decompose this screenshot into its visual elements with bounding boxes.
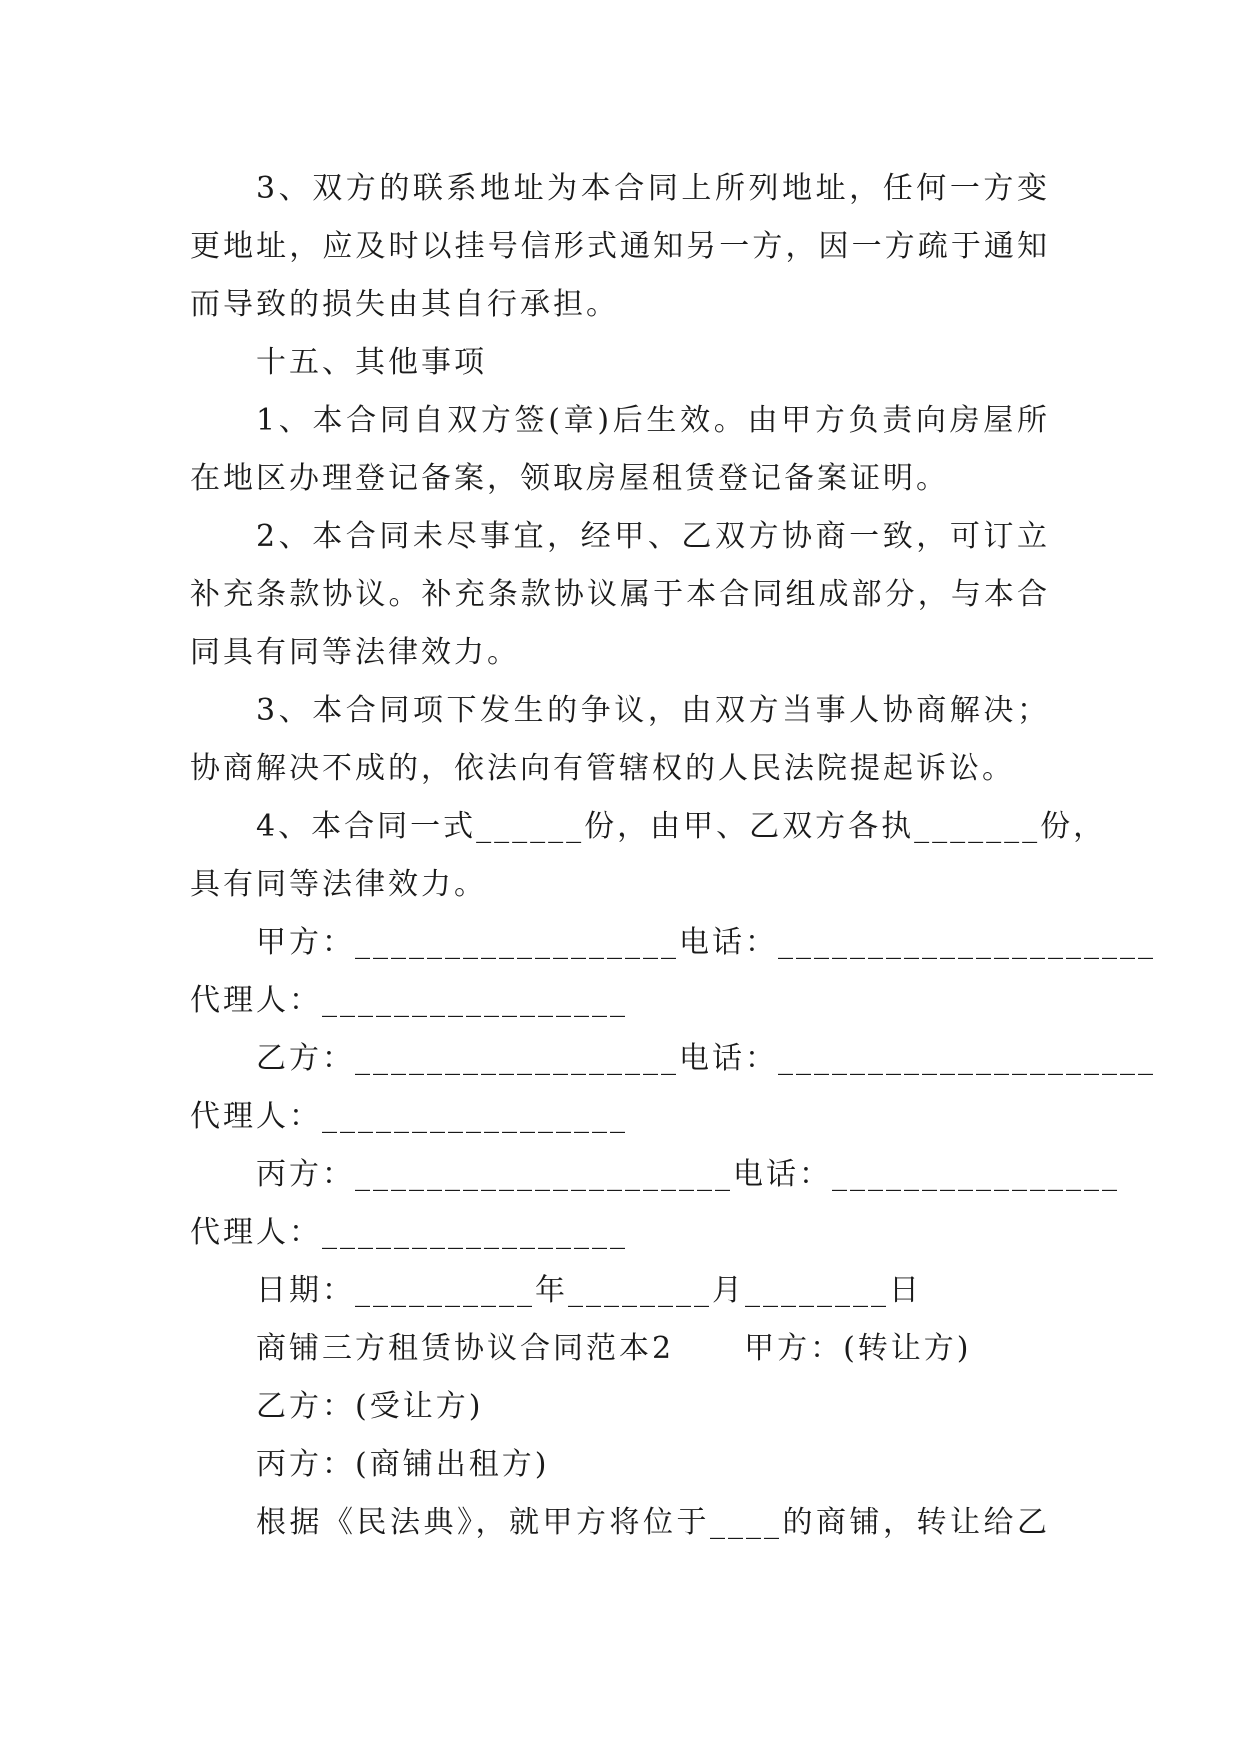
clause-14-3-line-3: 而导致的损失由其自行承担。 bbox=[190, 287, 619, 322]
contract-title: 商铺三方租赁协议合同范本2 bbox=[256, 1331, 675, 1366]
clause-15-4-line-2: 具有同等法律效力。 bbox=[190, 867, 487, 902]
clause-15-1-line-1: 1、本合同自双方签(章)后生效。由甲方负责向房屋所 bbox=[256, 403, 1050, 438]
party-c-role: 丙方：(商铺出租方) bbox=[256, 1447, 550, 1482]
party-b-role: 乙方：(受让方) bbox=[256, 1389, 484, 1424]
clause-14-3-line-2: 更地址，应及时以挂号信形式通知另一方，因一方疏于通知 bbox=[190, 229, 1050, 264]
clause-15-1-line-2: 在地区办理登记备案，领取房屋租赁登记备案证明。 bbox=[190, 461, 949, 496]
document-page bbox=[190, 160, 1156, 1552]
party-a-signature-line: 甲方：__________________电话：_____________________ bbox=[256, 925, 1156, 960]
clause-14-3-line-1: 3、双方的联系地址为本合同上所列地址，任何一方变 bbox=[256, 171, 1050, 206]
date-line: 日期：__________年________月________日 bbox=[256, 1273, 922, 1308]
party-c-agent-line: 代理人：_________________ bbox=[190, 1215, 628, 1250]
party-b-signature-line: 乙方：__________________电话：_____________________ bbox=[256, 1041, 1156, 1076]
party-b-agent-line: 代理人：_________________ bbox=[190, 1099, 628, 1134]
clause-15-3-line-1: 3、本合同项下发生的争议，由双方当事人协商解决； bbox=[256, 693, 1050, 728]
party-a-agent-line: 代理人：_________________ bbox=[190, 983, 628, 1018]
section-heading-15: 十五、其他事项 bbox=[256, 345, 487, 380]
party-a-role: 甲方：(转让方) bbox=[744, 1331, 972, 1366]
clause-15-2-line-1: 2、本合同未尽事宜，经甲、乙双方协商一致，可订立 bbox=[256, 519, 1050, 554]
clause-15-2-line-2: 补充条款协议。补充条款协议属于本合同组成部分，与本合 bbox=[190, 577, 1050, 612]
clause-15-3-line-2: 协商解决不成的，依法向有管辖权的人民法院提起诉讼。 bbox=[190, 751, 1015, 786]
party-c-signature-line: 丙方：_____________________电话：________________ bbox=[256, 1157, 1120, 1192]
contract-title-line bbox=[190, 1320, 1050, 1378]
clause-15-4-line-1: 4、本合同一式______份，由甲、乙双方各执_______份， bbox=[256, 809, 1107, 844]
preamble-line-1: 根据《民法典》，就甲方将位于____的商铺，转让给乙 bbox=[256, 1505, 1050, 1540]
clause-15-2-line-3: 同具有同等法律效力。 bbox=[190, 635, 520, 670]
